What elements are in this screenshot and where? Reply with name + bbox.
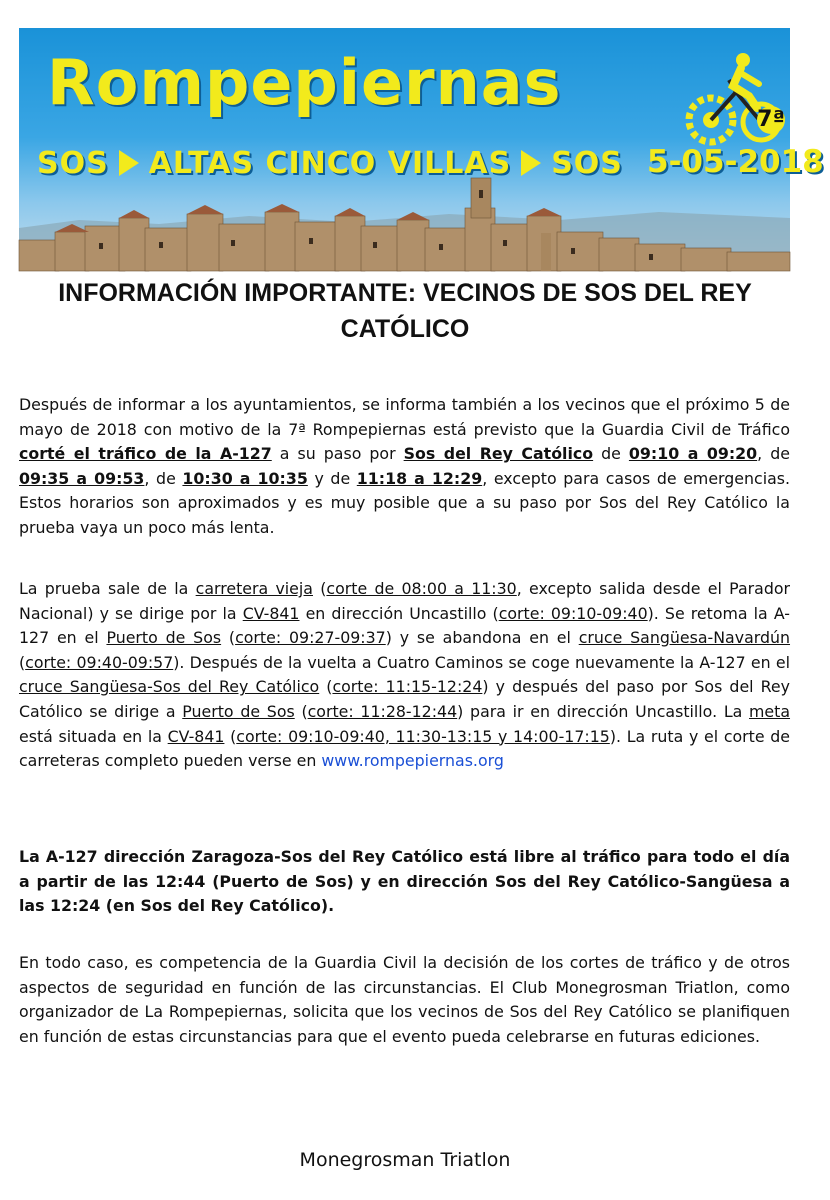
traffic-cut-highlight: corté el tráfico de la A-127 <box>19 444 272 464</box>
underlined-phrase: Puerto de Sos <box>182 701 295 721</box>
paragraph-2: La prueba sale de la carretera vieja (corte de 08:00 a 11:30, excepto salida desde el Parador Nacional) y se dirige por la CV-841 en dirección Uncastillo (corte: 09:10-09:40). Se retoma la A-127 en el Puerto de Sos (corte: 09:27-09:37) y se abandona en el cruce Sangüesa-Navardún (corte: 09:40-09:57). Después de la vuelta a Cuatro Caminos se coge nuevamente la A-127 en el cruce Sangüesa-Sos del Rey Católico (corte: 11:15-12:24) y después del paso por Sos del Rey Católico se dirige a Puerto de Sos (corte: 11:28-12:44) para ir en dirección Uncastillo. La meta está situada en la CV-841 (corte: 09:10-09:40, 11:30-13:15 y 14:00-17:15). La ruta y el corte de carreteras completo pueden verse en www.rompepiernas.org <box>19 579 791 771</box>
website-link[interactable]: www.rompepiernas.org <box>321 751 504 771</box>
signature: Monegrosman Triatlon <box>299 1149 511 1171</box>
underlined-phrase: corte: 09:10-09:40, 11:30-13:15 y 14:00-17:15 <box>236 726 610 746</box>
paragraph-4: En todo caso, es competencia de la Guardia Civil la decisión de los cortes de tráfico y de otros aspectos de seguridad en función de las circunstancias. El Club Monegrosman Triatlon, como organizador de La Rompepiernas, solicita que los vecinos de Sos del Rey Católico se planifiquen en función de estas circunstancias para que el evento pueda celebrarse en futuras ediciones. <box>19 953 790 1046</box>
arrow-icon <box>119 150 139 176</box>
time-range: 09:10 a 09:20 <box>628 444 758 464</box>
underlined-phrase: corte: 09:27-09:37 <box>235 628 386 648</box>
underlined-phrase: corte: 09:40-09:57 <box>25 652 174 672</box>
underlined-phrase: CV-841 <box>167 726 225 746</box>
event-date: 5-05-2018 <box>647 144 824 180</box>
underlined-phrase: corte: 11:15-12:24 <box>332 677 483 697</box>
underlined-phrase: Puerto de Sos <box>106 628 222 648</box>
event-title: Rompepiernas <box>47 46 562 119</box>
town-highlight: Sos del Rey Católico <box>403 444 594 464</box>
time-range: 09:35 a 09:53 <box>19 468 145 488</box>
arrow-icon <box>521 150 541 176</box>
time-range: 10:30 a 10:35 <box>182 468 308 488</box>
underlined-phrase: corte de 08:00 a 11:30 <box>326 579 517 598</box>
underlined-phrase: cruce Sangüesa-Sos del Rey Católico <box>19 677 320 697</box>
underlined-phrase: corte: 11:28-12:44 <box>307 701 458 721</box>
underlined-phrase: CV-841 <box>242 603 300 623</box>
underlined-phrase: cruce Sangüesa-Navardún <box>578 628 791 648</box>
underlined-phrase: meta <box>749 701 791 721</box>
underlined-phrase: corte: 09:10-09:40 <box>498 603 648 623</box>
route-end: SOS <box>551 146 623 181</box>
page-heading: INFORMACIÓN IMPORTANTE: VECINOS DE SOS DEL REY CATÓLICO <box>58 279 752 343</box>
cyclist-icon <box>681 50 785 150</box>
route-line <box>37 146 623 181</box>
route-start: SOS <box>37 146 109 181</box>
time-range: 11:18 a 12:29 <box>356 468 483 488</box>
paragraph-1: Después de informar a los ayuntamientos, se informa también a los vecinos que el próximo 5 de mayo de 2018 con motivo de la 7ª Rompepiernas está previsto que la Guardia Civil de Tráfico corté el tráfico de la A-127 a su paso por Sos del Rey Católico de 09:10 a 09:20, de 09:35 a 09:53, de 10:30 a 10:35 y de 11:18 a 12:29, excepto para casos de emergencias. Estos horarios son aproximados y es muy posible que a su paso por Sos del Rey Católico la prueba vaya un poco más lenta. <box>19 395 791 537</box>
edition-badge: 7ª <box>757 107 785 132</box>
route-middle: ALTAS CINCO VILLAS <box>148 146 512 181</box>
underlined-phrase: carretera vieja <box>195 579 313 598</box>
event-banner <box>19 28 824 271</box>
paragraph-3: La A-127 dirección Zaragoza-Sos del Rey Católico está libre al tráfico para todo el día a partir de las 12:44 (Puerto de Sos) y en dirección Sos del Rey Católico-Sangüesa a las 12:24 (en Sos del Rey Católico). <box>19 847 790 916</box>
